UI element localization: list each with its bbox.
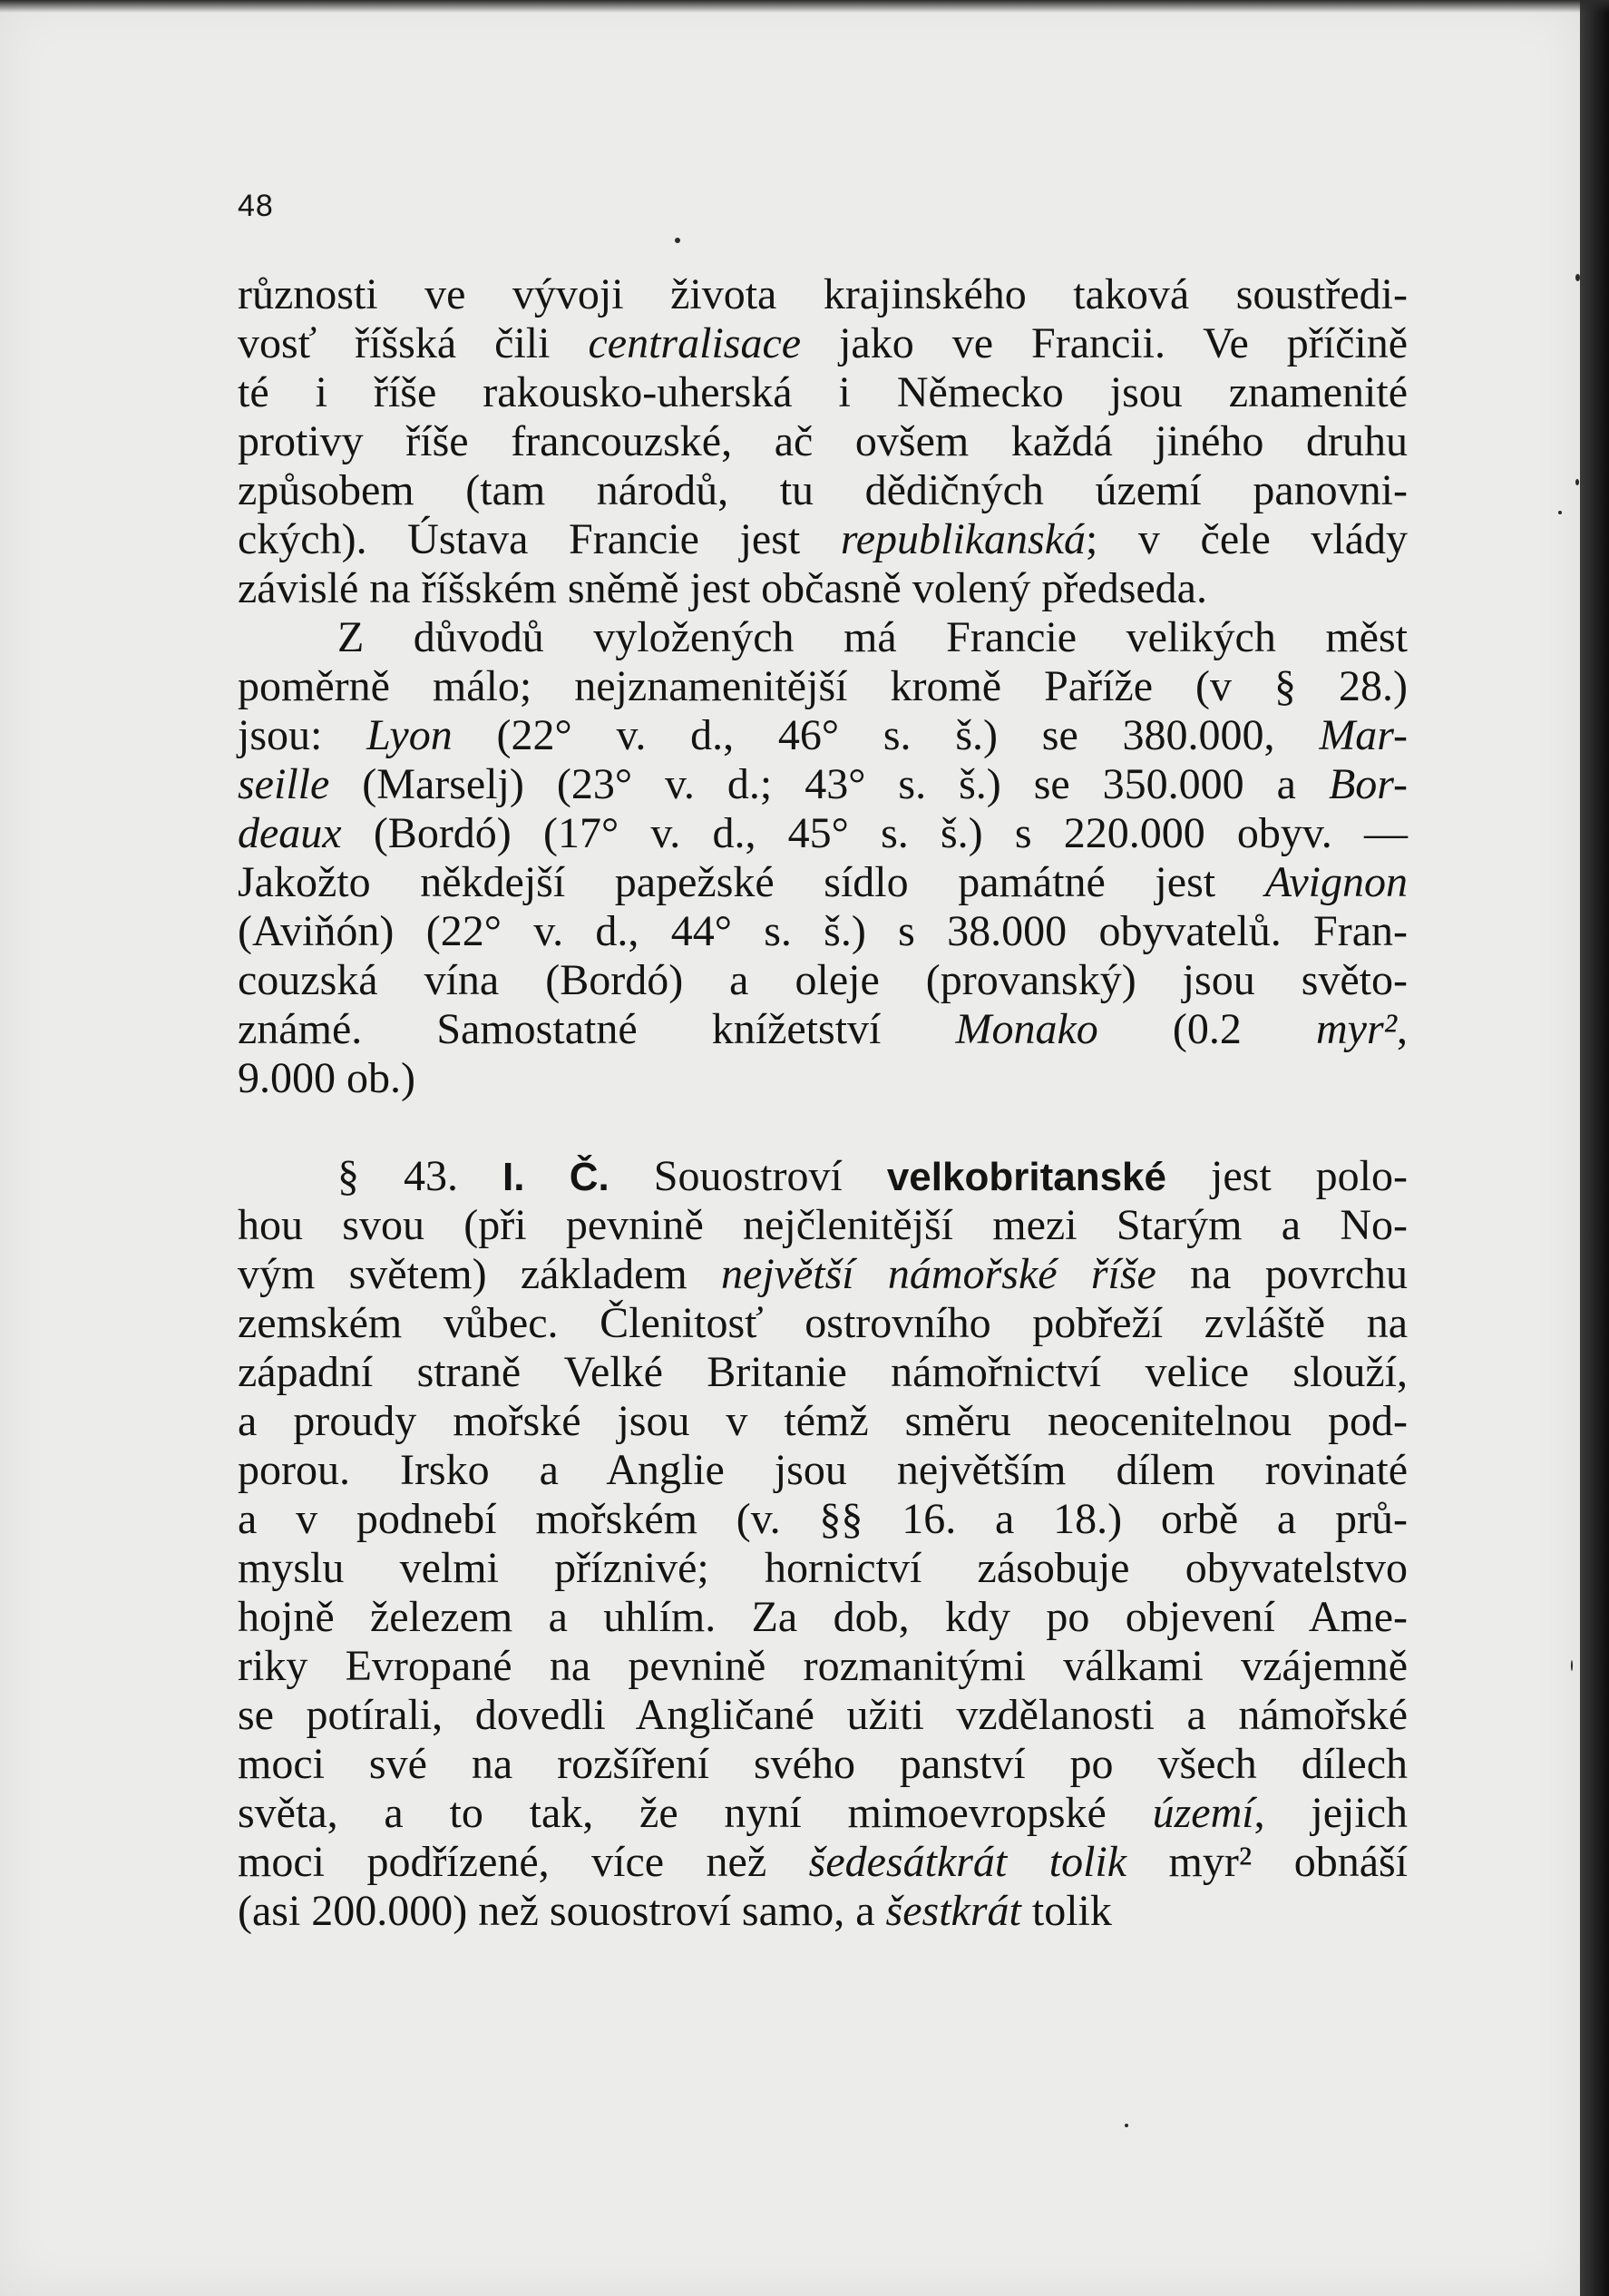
text-line: Z důvodů vyložených má Francie velikých měst	[337, 613, 1408, 661]
text-line: různosti ve vývoji života krajinského taková soustředi-	[238, 270, 1408, 318]
text-line: (Aviňón) (22° v. d., 44° s. š.) s 38.000 obyvatelů. Fran-	[238, 907, 1408, 955]
body-text	[238, 270, 1408, 1936]
text-line: couzská vína (Bordó) a oleje (provanský) jsou světo-	[238, 956, 1408, 1004]
page-number: 48	[238, 189, 274, 223]
text-line: té i říše rakousko-uherská i Německo jsou znamenité	[238, 368, 1408, 416]
text-line: zemském vůbec. Členitosť ostrovního pobřeží zvláště na	[238, 1299, 1408, 1347]
text-line: Jakožto někdejší papežské sídlo památné jest Avignon	[238, 858, 1408, 906]
text-line: seille (Marselj) (23° v. d.; 43° s. š.) se 350.000 a Bor-	[238, 760, 1408, 808]
print-speck	[675, 238, 680, 243]
paragraph-section-43	[238, 1152, 1408, 1936]
text-line: vosť říšská čili centralisace jako ve Francii. Ve příčině	[238, 319, 1409, 367]
text-line: hou svou (při pevnině nejčlenitější mezi Starým a No-	[238, 1201, 1408, 1249]
print-speck	[1558, 511, 1562, 514]
text-line: (asi 200.000) než souostroví samo, a šestkrát tolik	[238, 1887, 1112, 1935]
text-line: a proudy mořské jsou v témž směru neocenitelnou pod-	[238, 1397, 1408, 1445]
text-line: ckých). Ústava Francie jest republikanská; v čele vlády	[238, 515, 1408, 563]
print-speck	[1571, 1660, 1573, 1671]
text-line: riky Evropané na pevnině rozmanitými válkami vzájemně	[238, 1642, 1408, 1690]
text-line: deaux (Bordó) (17° v. d., 45° s. š.) s 220.000 obyv. —	[238, 809, 1408, 857]
section-gap	[238, 1103, 1408, 1152]
text-line: moci své na rozšíření svého panství po všech dílech	[238, 1740, 1408, 1788]
text-line: myslu velmi příznivé; hornictví zásobuje obyvatelstvo	[238, 1544, 1408, 1592]
text-line: moci podřízené, více než šedesátkrát tolik myr² obnáší	[238, 1838, 1409, 1886]
text-line: známé. Samostatné knížetství Monako (0.2 myr²,	[238, 1005, 1409, 1053]
text-line: a v podnebí mořském (v. §§ 16. a 18.) orbě a prů-	[238, 1495, 1408, 1543]
text-line: protivy říše francouzské, ač ovšem každá jiného druhu	[238, 417, 1408, 465]
book-binding-edge	[1580, 0, 1609, 2296]
text-line: způsobem (tam národů, tu dědičných území panovni-	[238, 466, 1408, 514]
text-line: porou. Irsko a Anglie jsou největším dílem rovinaté	[238, 1446, 1408, 1494]
text-line: světa, a to tak, že nyní mimoevropské území, jejich	[238, 1789, 1408, 1837]
scan-top-edge	[0, 0, 1609, 13]
text-line: západní straně Velké Britanie námořnictví velice slouží,	[238, 1348, 1408, 1396]
text-line: hojně železem a uhlím. Za dob, kdy po objevení Ame-	[238, 1593, 1408, 1641]
print-speck	[1575, 479, 1579, 485]
paragraph-centralisation	[238, 270, 1408, 613]
text-line: se potírali, dovedli Angličané užiti vzdělanosti a námořské	[238, 1691, 1408, 1739]
print-speck	[1125, 2124, 1128, 2127]
text-line: vým světem) základem největší námořské říše na povrchu	[238, 1250, 1409, 1298]
text-line: závislé na říšském sněmě jest občasně volený předseda.	[238, 564, 1207, 612]
paragraph-french-cities	[238, 613, 1408, 1103]
text-line: jsou: Lyon (22° v. d., 46° s. š.) se 380.000, Mar-	[238, 711, 1408, 759]
text-line: poměrně málo; nejznamenitější kromě Paříže (v § 28.)	[238, 662, 1408, 710]
text-line: § 43. I. Č. Souostroví velkobritanské jest polo-	[337, 1152, 1409, 1200]
text-line: 9.000 ob.)	[238, 1054, 415, 1102]
